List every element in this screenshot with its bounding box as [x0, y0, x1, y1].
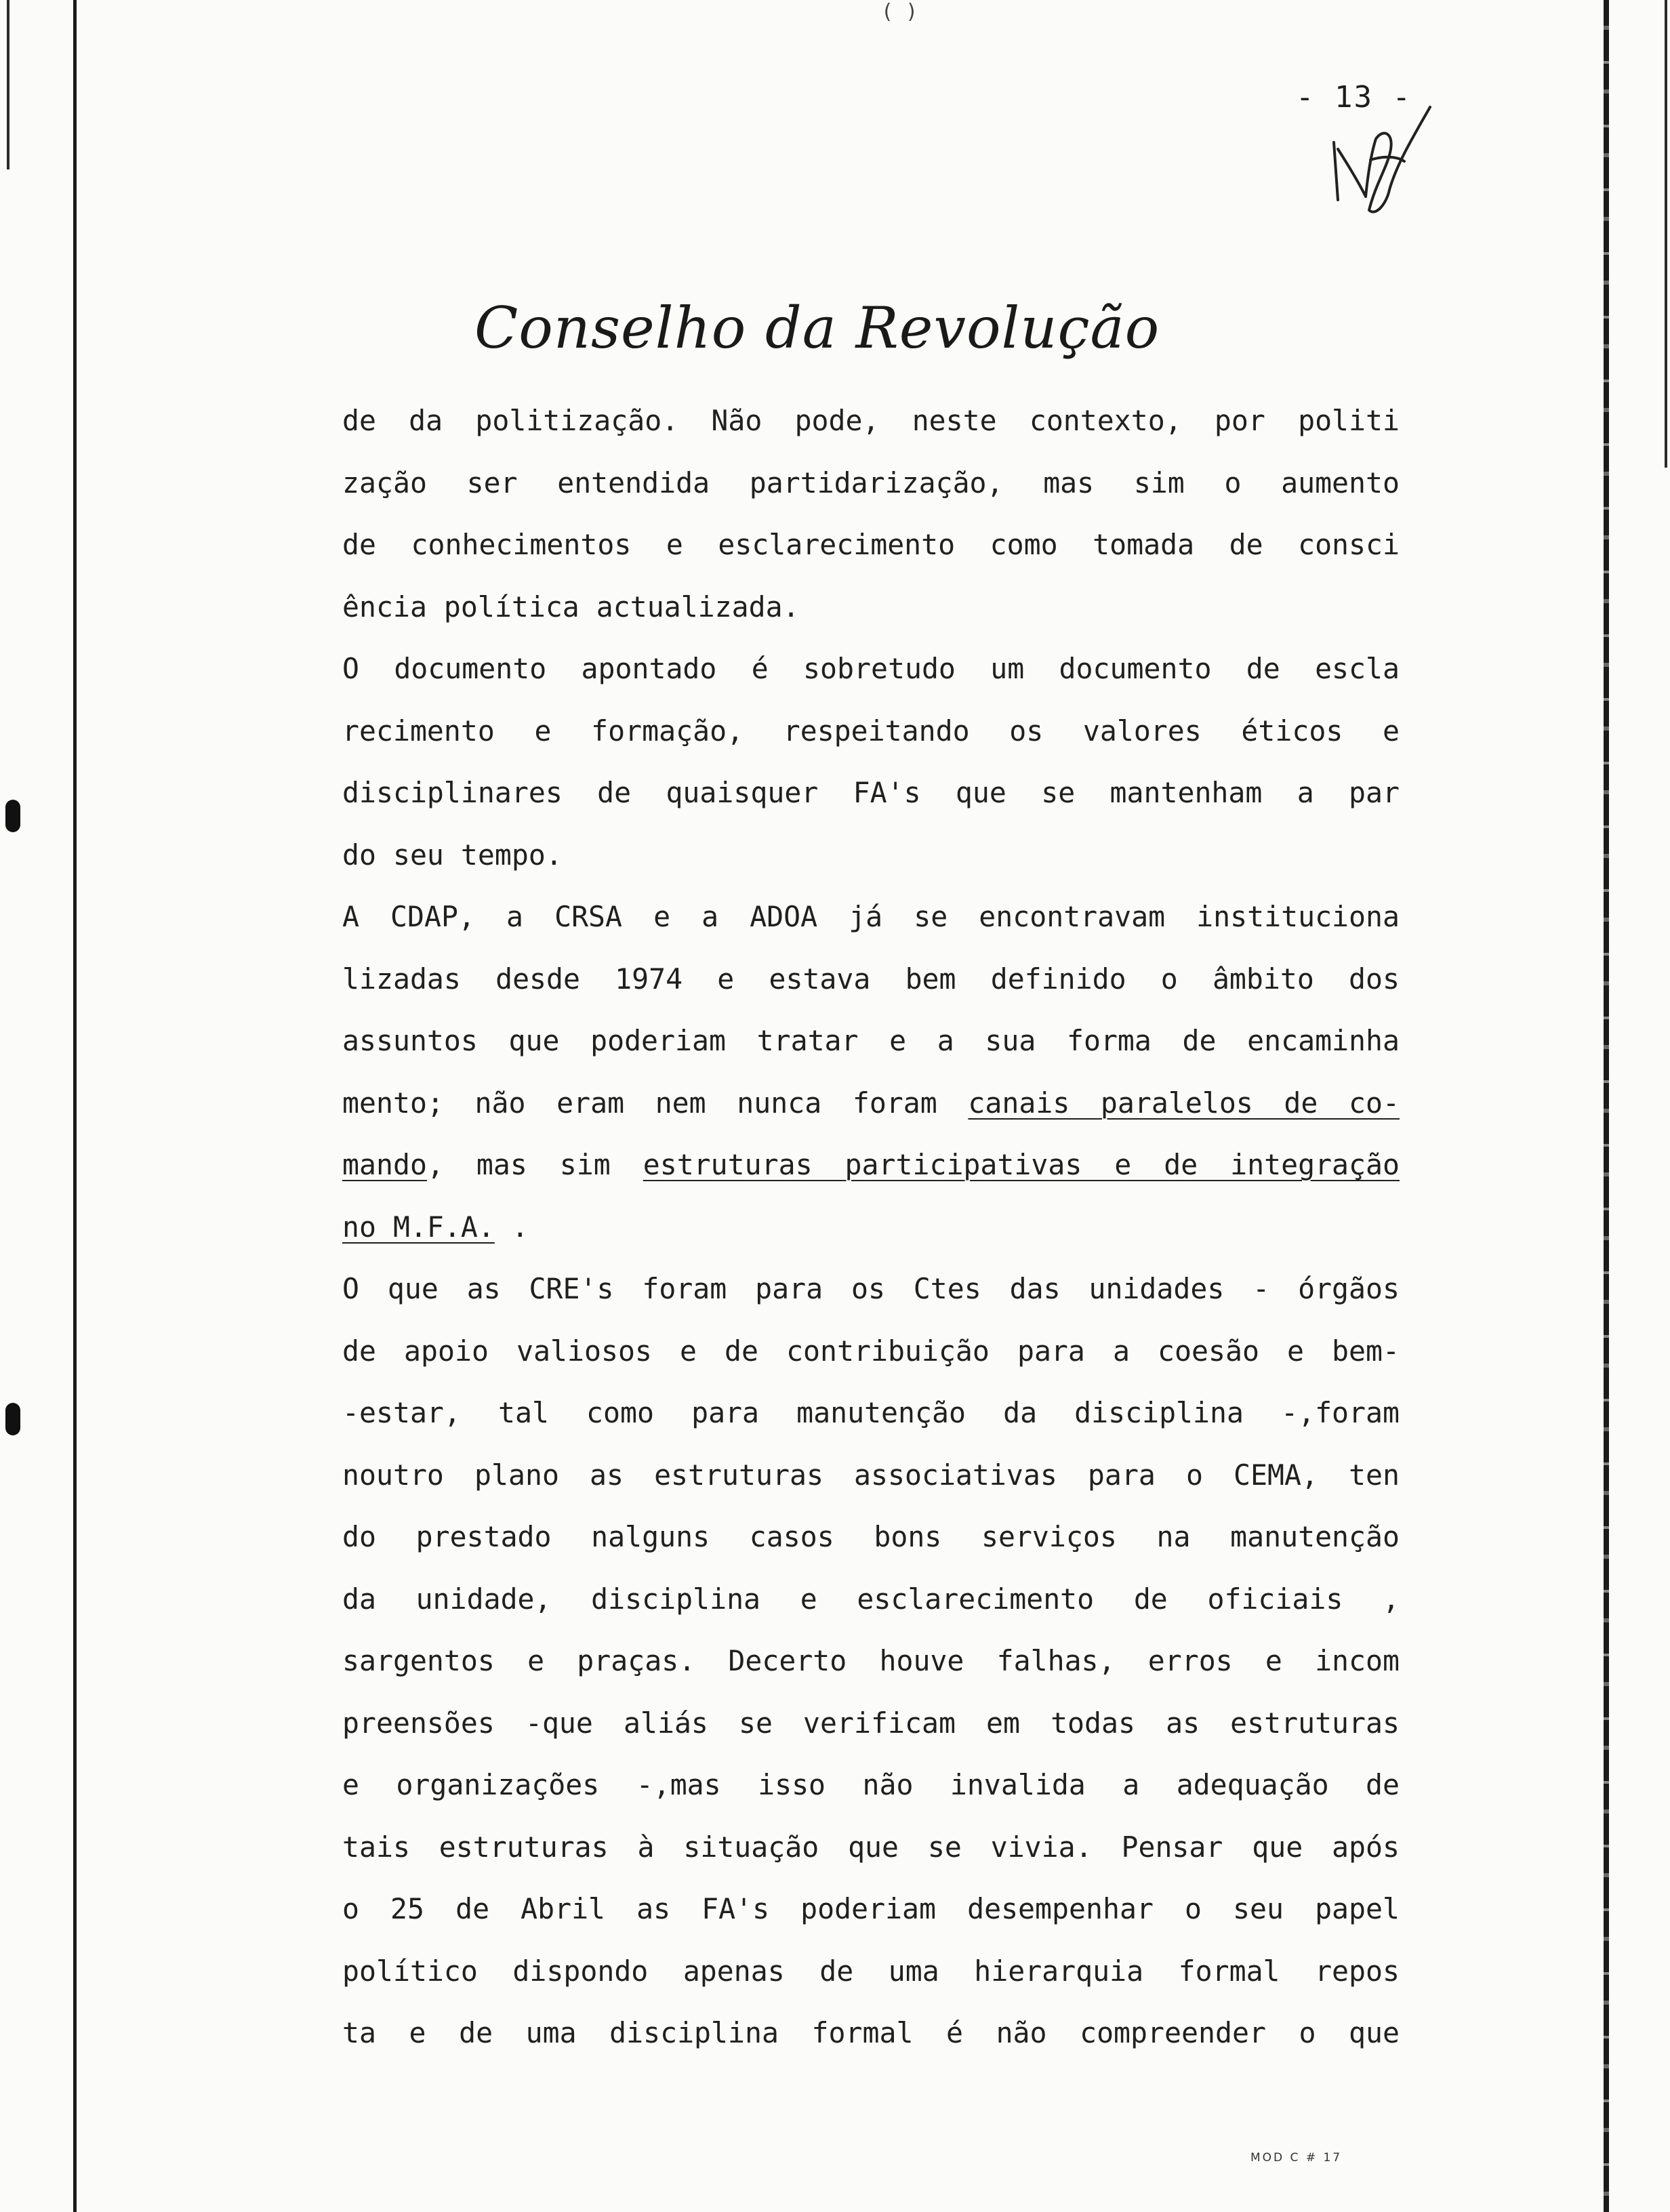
text-line	[342, 1196, 1400, 1258]
text-line: noutro plano as estruturas associativas para o CEMA, ten	[342, 1458, 1400, 1492]
punch-hole-mark	[5, 1403, 20, 1435]
text-line	[342, 1134, 1400, 1196]
text-line: da unidade, disciplina e esclarecimento de oficiais ,	[342, 1582, 1400, 1616]
form-code: MOD C # 17	[1250, 2151, 1343, 2165]
top-mark: ( )	[881, 0, 918, 24]
text-line: -estar, tal como para manutenção da disciplina -,foram	[342, 1396, 1400, 1429]
text-line: de da politização. Não pode, neste contexto, por politi	[342, 404, 1400, 437]
letterhead-title: Conselho da Revolução	[474, 295, 1160, 361]
underlined-phrase: canais paralelos de co-	[968, 1086, 1400, 1120]
text-line	[342, 1072, 1400, 1134]
punch-hole-mark	[5, 800, 20, 832]
scan-edge-right-far	[1665, 0, 1667, 468]
text-line: político dispondo apenas de uma hierarquia formal repos	[342, 1954, 1400, 1988]
body-text	[342, 390, 1400, 2064]
text-line: zação ser entendida partidarização, mas sim o aumento	[342, 466, 1400, 499]
text-line: tais estruturas à situação que se vivia. Pensar que após	[342, 1830, 1400, 1864]
text-line: ência política actualizada.	[342, 590, 800, 623]
text-line: do prestado nalguns casos bons serviços na manutenção	[342, 1520, 1400, 1553]
underlined-phrase: no M.F.A.	[342, 1210, 495, 1244]
scan-edge-left-outer	[7, 0, 9, 169]
scan-edge-left	[73, 0, 77, 2212]
text-line: A CDAP, a CRSA e a ADOA já se encontravam instituciona	[342, 900, 1400, 933]
text-line: e organizações -,mas isso não invalida a adequação de	[342, 1768, 1400, 1801]
text-line: preensões -que aliás se verificam em todas as estruturas	[342, 1706, 1400, 1740]
text-line: O que as CRE's foram para os Ctes das unidades - órgãos	[342, 1272, 1400, 1305]
text-line: ta e de uma disciplina formal é não compreender o que	[342, 2016, 1400, 2049]
text-line: do seu tempo.	[342, 838, 563, 872]
handwritten-initials	[1328, 102, 1437, 217]
text-segment: mento; não eram nem nunca foram	[342, 1086, 969, 1120]
text-line: O documento apontado é sobretudo um documento de escla	[342, 652, 1400, 685]
text-line: o 25 de Abril as FA's poderiam desempenhar o seu papel	[342, 1892, 1400, 1925]
underlined-phrase: estruturas participativas e de integração	[643, 1148, 1400, 1181]
text-segment: .	[494, 1210, 529, 1244]
scan-edge-right	[1604, 0, 1609, 2212]
page-number: - 13 -	[1296, 80, 1412, 115]
text-segment: , mas sim	[426, 1148, 643, 1181]
text-line: sargentos e praças. Decerto houve falhas, erros e incom	[342, 1644, 1400, 1677]
text-line: recimento e formação, respeitando os valores éticos e	[342, 714, 1400, 747]
underlined-phrase: mando	[342, 1148, 427, 1181]
text-line: de conhecimentos e esclarecimento como tomada de consci	[342, 528, 1400, 561]
text-line: assuntos que poderiam tratar e a sua forma de encaminha	[342, 1024, 1400, 1057]
text-line: lizadas desde 1974 e estava bem definido o âmbito dos	[342, 962, 1400, 996]
text-line: disciplinares de quaisquer FA's que se mantenham a par	[342, 776, 1400, 809]
text-line: de apoio valiosos e de contribuição para a coesão e bem-	[342, 1334, 1400, 1368]
